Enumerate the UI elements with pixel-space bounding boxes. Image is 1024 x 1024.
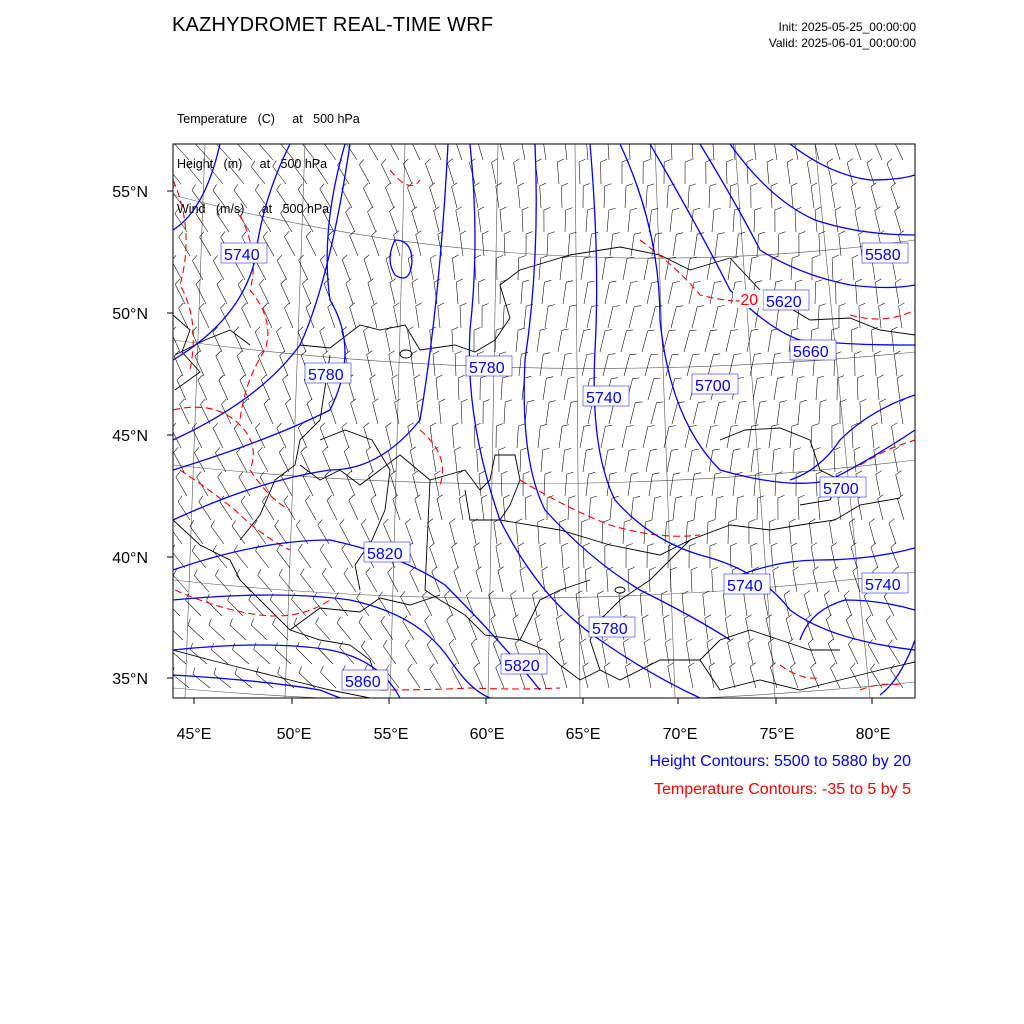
lon-tick-label: 45°E <box>176 726 212 743</box>
contour-label-text: 5660 <box>793 344 829 361</box>
longitude-tick-labels <box>177 726 891 743</box>
lon-tick-label: 55°E <box>373 726 409 743</box>
contour-label-text: 5740 <box>224 247 260 264</box>
contour-label-text: 5860 <box>345 674 381 691</box>
tick-marks <box>167 191 872 704</box>
contour-label-text: 5580 <box>865 247 901 264</box>
height-contour-label <box>364 542 410 563</box>
height-contour-label <box>692 374 738 395</box>
lat-tick-label: 50°N <box>112 306 148 323</box>
contour-label-text: 5820 <box>504 658 540 675</box>
contour-label-text: 5780 <box>592 621 628 638</box>
lat-tick-label: 40°N <box>112 550 148 567</box>
contour-label-text: 5820 <box>367 546 403 563</box>
field-height: Height (m) at 500 hPa <box>177 157 328 171</box>
height-contour-label <box>862 573 908 594</box>
contour-label-text: 5620 <box>766 294 802 311</box>
field-temperature: Temperature (C) at 500 hPa <box>177 112 360 126</box>
contour-label-text: 5740 <box>865 577 901 594</box>
height-contour-label <box>466 356 512 377</box>
lat-tick-label: 45°N <box>112 428 148 445</box>
lon-tick-label: 60°E <box>469 726 505 743</box>
lon-tick-label: 75°E <box>759 726 795 743</box>
lon-tick-label: 70°E <box>662 726 698 743</box>
height-contour-label <box>724 574 770 595</box>
map-title: KAZHYDROMET REAL-TIME WRF <box>172 14 494 36</box>
height-contour-label <box>501 654 547 675</box>
temperature-contour-labels <box>733 290 763 309</box>
height-contour-label <box>820 477 866 498</box>
lon-tick-label: 65°E <box>565 726 601 743</box>
lon-tick-label: 80°E <box>855 726 891 743</box>
height-contour-legend: Height Contours: 5500 to 5880 by 20 <box>649 753 911 770</box>
lat-tick-label: 35°N <box>112 671 148 688</box>
contour-label-text: 5700 <box>695 378 731 395</box>
height-contour-label <box>862 243 908 264</box>
temperature-contour-label: -20 <box>735 292 759 309</box>
height-contour-label <box>342 670 388 691</box>
contour-label-text: 5780 <box>308 367 344 384</box>
wind-barb-field <box>165 135 906 688</box>
field-wind: Wind (m/s) at 500 hPa <box>177 202 330 216</box>
height-contour-label <box>589 617 635 638</box>
height-contour-label <box>583 386 629 407</box>
init-time: Init: 2025-05-25_00:00:00 <box>778 20 916 34</box>
valid-time: Valid: 2025-06-01_00:00:00 <box>768 36 916 50</box>
height-contour-labels <box>221 243 908 691</box>
contour-label-text: 5780 <box>469 360 505 377</box>
lat-tick-label: 55°N <box>112 184 148 201</box>
height-contour-label <box>790 340 836 361</box>
contour-label-text: 5740 <box>586 390 622 407</box>
latitude-tick-labels <box>112 184 148 688</box>
lon-tick-label: 50°E <box>276 726 312 743</box>
height-contour-label <box>221 243 267 264</box>
temperature-contour-legend: Temperature Contours: -35 to 5 by 5 <box>653 781 911 798</box>
wind-barbs <box>165 135 906 688</box>
height-contour-label <box>763 290 809 311</box>
contour-label-text: 5700 <box>823 481 859 498</box>
height-contour-label <box>305 363 351 384</box>
contour-label-text: 5740 <box>727 578 763 595</box>
